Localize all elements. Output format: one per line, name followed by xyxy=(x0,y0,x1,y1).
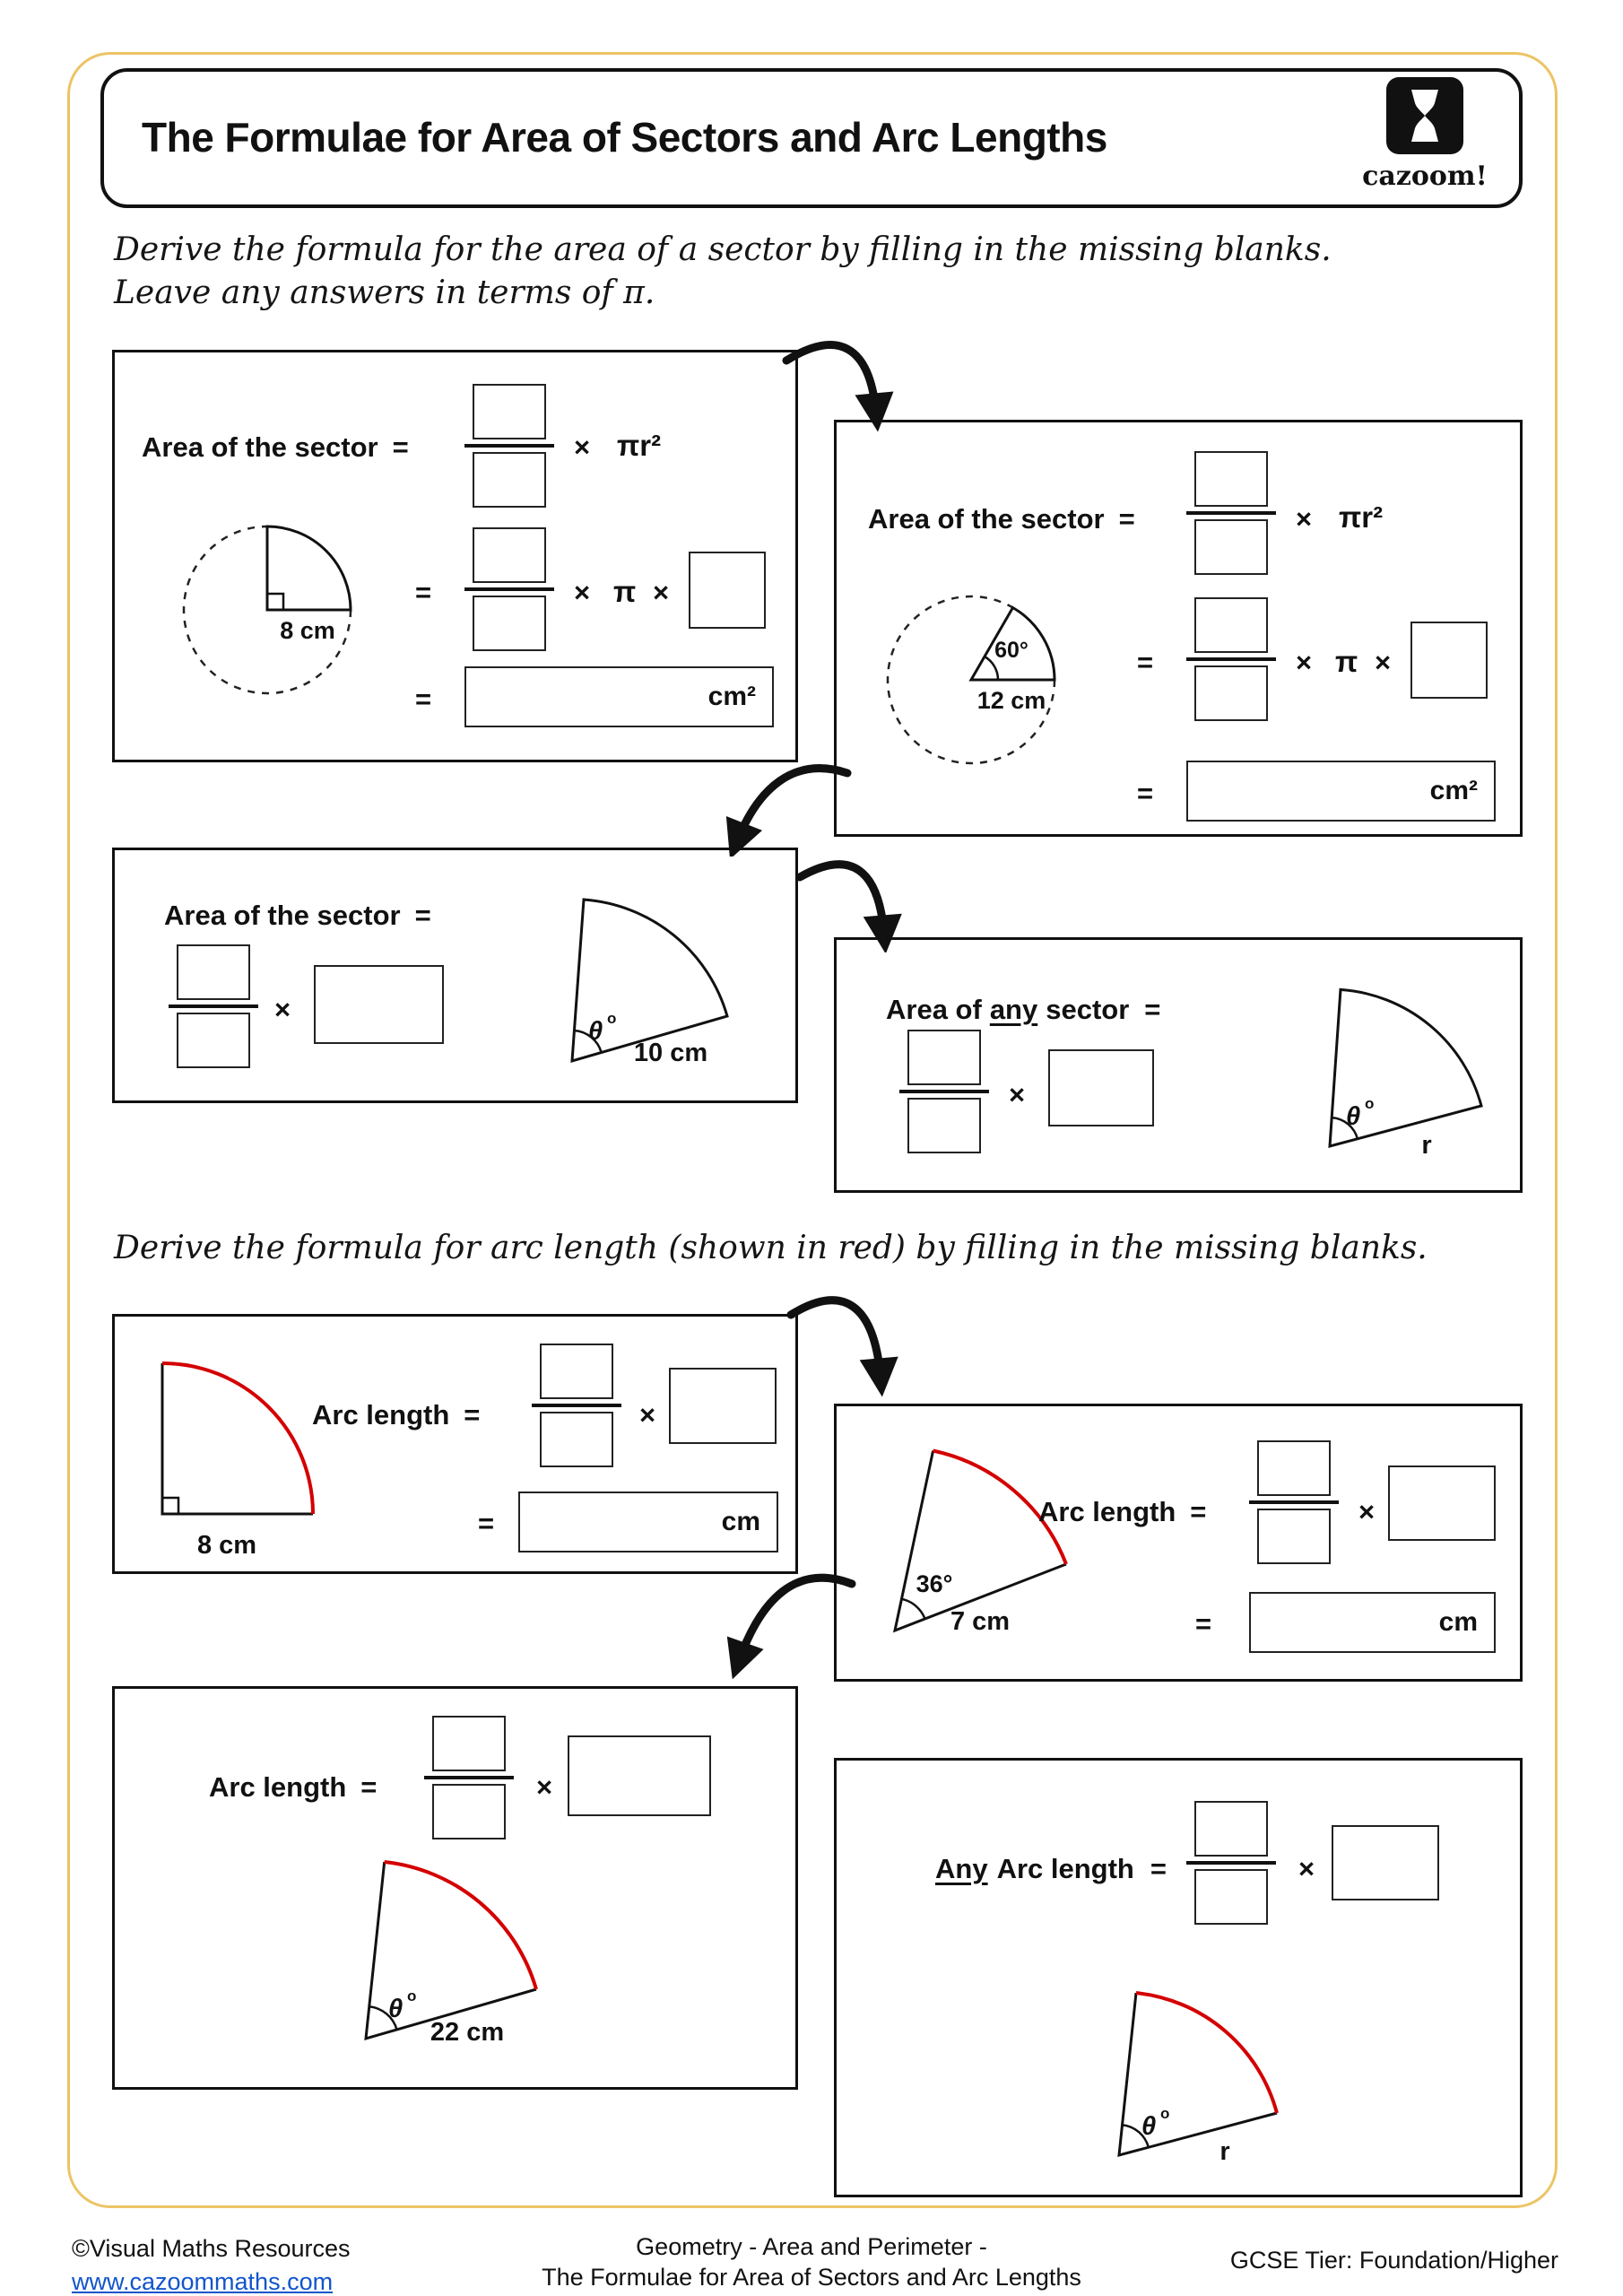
equals-sign: = xyxy=(1118,503,1135,535)
pi-r-squared: πr² xyxy=(1339,500,1384,534)
factor-blank[interactable] xyxy=(1048,1049,1154,1126)
numerator-blank[interactable] xyxy=(432,1716,506,1771)
pi-symbol: π xyxy=(613,575,637,608)
equals-sign: = xyxy=(414,900,431,931)
theta-degree: o xyxy=(1365,1095,1375,1112)
website-link[interactable]: www.cazoommaths.com xyxy=(72,2268,334,2295)
radius-label: 12 cm xyxy=(976,687,1046,714)
numerator-blank[interactable] xyxy=(1194,1801,1268,1857)
sector-theta-22cm-red-arc-diagram xyxy=(236,1850,648,2083)
arrow-path xyxy=(791,1300,881,1378)
fraction-blank xyxy=(1186,1801,1276,1925)
fraction-blank xyxy=(532,1344,621,1467)
fraction-bar xyxy=(1186,1861,1276,1865)
fraction-bar xyxy=(899,1090,989,1093)
area-of-sector-label: Area of the sector xyxy=(868,503,1105,535)
quarter-sector-circle-diagram xyxy=(164,507,370,713)
sector-area-panel-60deg xyxy=(834,420,1523,837)
theta-label: θ xyxy=(1346,1102,1361,1131)
curved-arrow-2 xyxy=(717,762,861,857)
radius-squared-blank[interactable] xyxy=(689,552,766,629)
formula-label-row xyxy=(142,431,409,464)
times-sign: × xyxy=(1296,503,1313,535)
fraction-bar xyxy=(1249,1500,1339,1504)
times-sign: × xyxy=(639,1399,656,1431)
radius-label: r xyxy=(1421,1131,1432,1160)
equals-sign: = xyxy=(1144,994,1161,1025)
arc-length-panel-any xyxy=(834,1758,1523,2197)
factor-blank[interactable] xyxy=(568,1735,711,1816)
sector-36deg-red-arc-diagram xyxy=(859,1420,1083,1666)
sector-area-panel-8cm xyxy=(112,350,798,762)
numerator-blank[interactable] xyxy=(540,1344,613,1399)
factor-blank[interactable] xyxy=(1388,1465,1496,1541)
arc-length-panel-8cm xyxy=(112,1314,798,1574)
equals-sign: = xyxy=(478,1508,495,1539)
times-sign: × xyxy=(1358,1496,1376,1527)
quarter-sector-red-arc-diagram xyxy=(137,1335,343,1563)
times-sign: × xyxy=(1009,1079,1026,1110)
sector-area-panel-any xyxy=(834,937,1523,1193)
curved-arrow-5 xyxy=(717,1571,870,1683)
logo-caption: cazoom! xyxy=(1362,161,1488,192)
theta-degree: o xyxy=(407,1987,417,2005)
fraction-blank xyxy=(1186,597,1276,721)
sector-diagram-any-r xyxy=(1249,958,1518,1182)
formula-label-row xyxy=(935,1853,1167,1885)
arrow-path xyxy=(800,865,884,935)
sector-diagram-theta-10cm xyxy=(491,873,769,1092)
theta-label: θ xyxy=(1141,2112,1157,2141)
sector-area-panel-theta-10cm xyxy=(112,848,798,1103)
arrow-path xyxy=(737,769,847,841)
formula-label-row xyxy=(209,1771,377,1804)
equals-sign: = xyxy=(392,431,409,463)
area-of-sector-label: Area of the sector xyxy=(142,431,378,463)
instructions-area-line1: Derive the formula for the area of a sector by filling in the missing blanks. xyxy=(114,231,1332,268)
radius-squared-blank[interactable] xyxy=(1410,622,1488,699)
cazoom-logo-icon xyxy=(1386,77,1463,154)
theta-label: θ xyxy=(588,1017,603,1046)
equals-sign: = xyxy=(464,1399,481,1431)
denominator-blank[interactable] xyxy=(432,1784,506,1839)
numerator-blank[interactable] xyxy=(1194,451,1268,507)
formula-label-row xyxy=(868,503,1135,535)
times-sign: × xyxy=(574,577,591,608)
fraction-blank xyxy=(464,527,554,651)
fraction-bar xyxy=(1186,511,1276,515)
fraction-bar xyxy=(424,1776,514,1779)
equals-sign: = xyxy=(360,1771,378,1803)
numerator-blank[interactable] xyxy=(1194,597,1268,653)
page-title: The Formulae for Area of Sectors and Arc Lengths xyxy=(142,114,1107,161)
arc-length-panel-22cm xyxy=(112,1686,798,2090)
pi-r-squared: πr² xyxy=(617,429,662,462)
instructions-arc-line: Derive the formula for arc length (shown in red) by filling in the missing blanks. xyxy=(114,1230,1428,1266)
angle-label: 36° xyxy=(916,1570,953,1597)
fraction-bar xyxy=(1186,657,1276,661)
times-sign: × xyxy=(653,577,670,608)
any-label: Any xyxy=(935,1853,988,1884)
unit-label: cm² xyxy=(707,682,756,711)
equals-sign: = xyxy=(1150,1853,1167,1884)
denominator-blank[interactable] xyxy=(1194,519,1268,575)
sector-any-r-red-arc-diagram xyxy=(1038,1980,1361,2196)
radius-label: r xyxy=(1219,2137,1230,2166)
sixty-degree-sector-circle-diagram xyxy=(868,577,1074,783)
sector-shape xyxy=(267,526,351,610)
sector-label: sector xyxy=(1046,994,1130,1025)
sector-fill xyxy=(162,1363,313,1514)
instructions-arc xyxy=(114,1227,1428,1270)
fraction-blank xyxy=(1186,451,1276,575)
equals-sign: = xyxy=(1190,1496,1207,1527)
factor-blank[interactable] xyxy=(1332,1825,1439,1900)
sector-fill xyxy=(895,1451,1066,1631)
answer-blank[interactable] xyxy=(1249,1592,1496,1653)
numerator-blank[interactable] xyxy=(473,527,546,583)
times-sign: × xyxy=(574,431,591,463)
fraction-blank xyxy=(899,1030,989,1153)
equals-sign: = xyxy=(1195,1608,1212,1639)
instructions-area-line2: Leave any answers in terms of π. xyxy=(114,274,655,311)
answer-blank[interactable] xyxy=(1186,761,1496,822)
footer-topic: Geometry - Area and Perimeter - xyxy=(636,2233,987,2260)
answer-blank[interactable] xyxy=(464,666,774,727)
equals-sign: = xyxy=(1137,778,1154,809)
answer-blank[interactable] xyxy=(518,1492,778,1552)
times-sign: × xyxy=(1375,647,1392,678)
copyright-text: ©Visual Maths Resources xyxy=(72,2235,351,2262)
unit-label: cm² xyxy=(1429,776,1478,805)
radius-label: 8 cm xyxy=(280,617,335,644)
any-label: any xyxy=(989,994,1038,1025)
fraction-blank xyxy=(424,1716,514,1839)
formula-label-row xyxy=(164,900,431,932)
footer-worksheet-title: The Formulae for Area of Sectors and Arc Lengths xyxy=(542,2264,1081,2291)
theta-label: θ xyxy=(388,1995,404,2023)
radius-label: 10 cm xyxy=(633,1039,708,1067)
times-sign: × xyxy=(1298,1853,1315,1884)
curved-arrow-1 xyxy=(776,334,919,437)
area-of-sector-label: Area of the sector xyxy=(164,900,401,931)
footer-tier: GCSE Tier: Foundation/Higher xyxy=(1229,2247,1558,2274)
area-of-label: Area of xyxy=(886,994,982,1025)
radius-label: 8 cm xyxy=(196,1531,257,1560)
arc-length-label: Arc length xyxy=(996,1853,1134,1884)
cazoom-logo xyxy=(1358,77,1492,192)
arrow-path xyxy=(739,1578,852,1661)
curved-arrow-3 xyxy=(789,854,924,952)
arc-length-panel-36deg xyxy=(834,1404,1523,1682)
pi-symbol: π xyxy=(1335,645,1358,678)
theta-degree: o xyxy=(1160,2105,1170,2122)
radius-label: 22 cm xyxy=(430,2018,505,2047)
fraction-blank xyxy=(169,944,258,1068)
fraction-blank xyxy=(1249,1440,1339,1564)
denominator-blank[interactable] xyxy=(907,1098,981,1153)
fraction-bar xyxy=(169,1004,258,1008)
unit-label: cm xyxy=(1438,1607,1478,1637)
factor-blank[interactable] xyxy=(669,1368,777,1444)
fraction-bar xyxy=(464,587,554,591)
times-sign: × xyxy=(536,1771,553,1803)
numerator-blank[interactable] xyxy=(907,1030,981,1085)
formula-label-row xyxy=(1038,1496,1206,1528)
arc-length-label: Arc length xyxy=(1038,1496,1176,1527)
arc-length-label: Arc length xyxy=(209,1771,347,1803)
denominator-blank[interactable] xyxy=(473,452,546,508)
denominator-blank[interactable] xyxy=(540,1412,613,1467)
times-sign: × xyxy=(1296,647,1313,678)
header xyxy=(100,68,1523,208)
formula-label-row xyxy=(886,994,1160,1026)
denominator-blank[interactable] xyxy=(1194,665,1268,721)
theta-degree: o xyxy=(607,1010,617,1027)
angle-label: 60° xyxy=(994,638,1028,663)
numerator-blank[interactable] xyxy=(177,944,250,1000)
arc-length-label: Arc length xyxy=(312,1399,450,1431)
radius-label: 7 cm xyxy=(950,1607,1011,1636)
denominator-blank[interactable] xyxy=(473,596,546,651)
equals-sign: = xyxy=(415,577,432,608)
instructions-area xyxy=(114,229,1332,314)
arrow-path xyxy=(786,345,876,413)
factor-blank[interactable] xyxy=(314,965,444,1044)
equals-sign: = xyxy=(1137,647,1154,678)
equals-sign: = xyxy=(415,683,432,715)
denominator-blank[interactable] xyxy=(1194,1869,1268,1925)
denominator-blank[interactable] xyxy=(1257,1509,1331,1564)
numerator-blank[interactable] xyxy=(473,384,546,439)
numerator-blank[interactable] xyxy=(1257,1440,1331,1496)
unit-label: cm xyxy=(721,1507,760,1536)
formula-label-row xyxy=(312,1399,480,1431)
times-sign: × xyxy=(274,994,291,1025)
fraction-bar xyxy=(464,444,554,448)
fraction-bar xyxy=(532,1404,621,1407)
denominator-blank[interactable] xyxy=(177,1013,250,1068)
curved-arrow-4 xyxy=(780,1290,924,1399)
fraction-blank xyxy=(464,384,554,508)
